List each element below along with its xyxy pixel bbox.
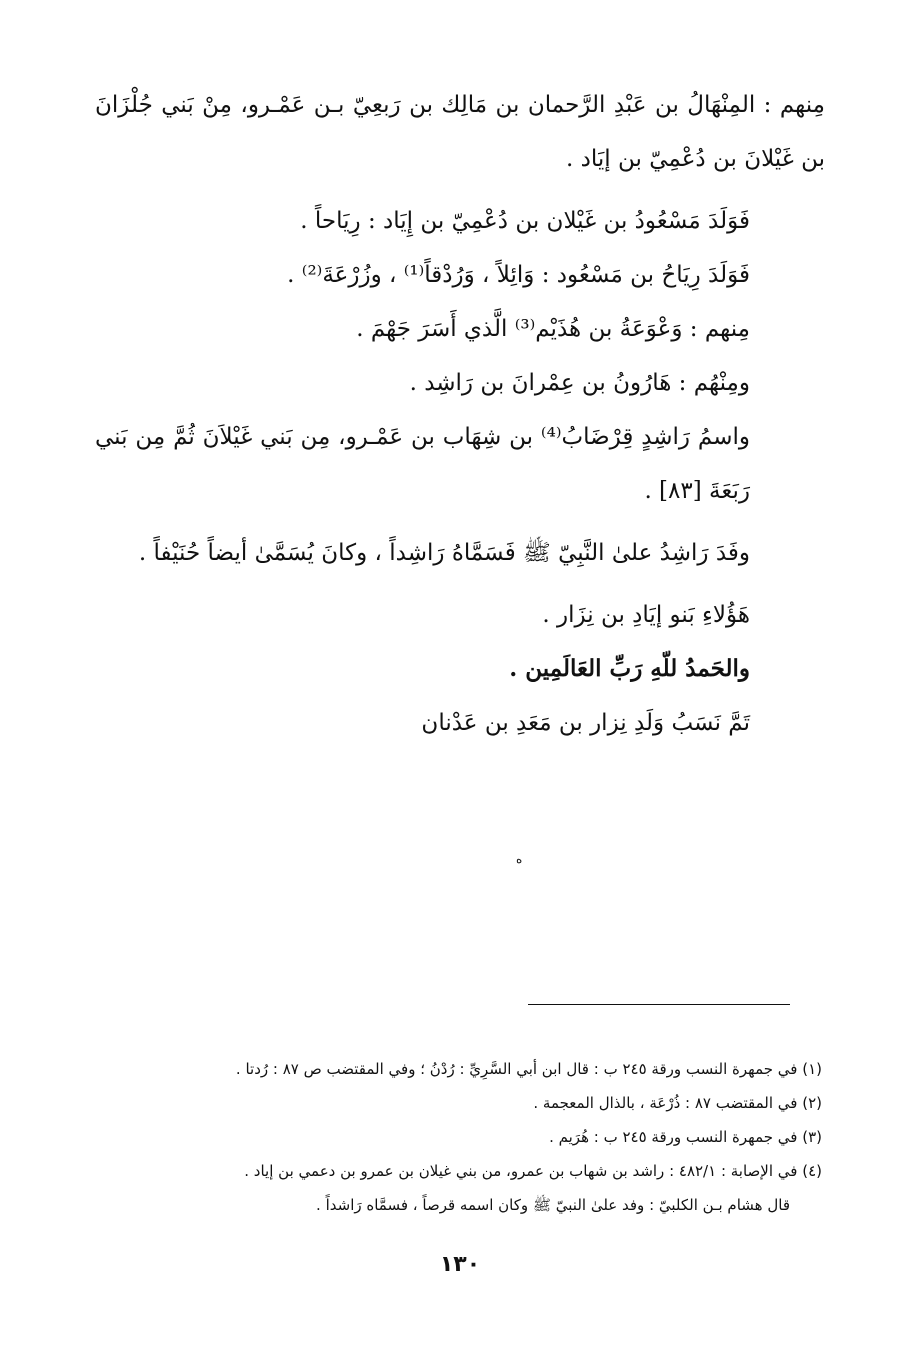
paragraph-harun: ومِنْهُم : هَارُونُ بن عِمْرانَ بن رَاشِد . [409, 370, 750, 396]
paragraph-masud-children: فَوَلَدَ مَسْعُودُ بن غَيْلان بن دُعْمِيّ بن إِيَاد : رِيَاحاً . [300, 208, 750, 234]
footnote-4: (٤) في الإصابة : ٤٨٢/١ : راشد بن شهاب بن عمرو، من بني غيلان بن عمرو بن دعمي بن إياد . [244, 1162, 822, 1180]
paragraph-minhal-lineage: مِنهم : المِنْهَالُ بن عَبْدِ الرَّحمان بن مَالِك بن رَبعِيّ بـن عَمْـرو، مِنْ بَني جُلْزَانَ بن غَيْلانَ بن دُعْمِيّ بن إيَاد . [95, 92, 825, 172]
paragraph-banu-iyad: هَؤُلاءِ بَنو إيَادِ بن نِزَار . [542, 602, 750, 628]
paragraph-rashid-visit: وفَدَ رَاشِدُ علىٰ النَّبِيّ ﷺ فَسَمَّاهُ رَاشِداً ، وكانَ يُسَمَّىٰ أيضاً حُنَيْفاً . [138, 540, 750, 566]
paragraph-conclusion: تَمَّ نَسَبُ وَلَدِ نِزار بن مَعَدِ بن عَدْنان [421, 710, 750, 736]
paragraph-waawaa: مِنهم : وَعْوَعَةُ بن هُذَيْم⁽³⁾ الَّذي أَسَرَ جَهْمَ . [356, 316, 750, 342]
paragraph-riyah-children: فَوَلَدَ رِيَاحُ بن مَسْعُود : وَائِلاً ، وَرُدْقاً⁽¹⁾ ، وزُرْعَةَ⁽²⁾ . [287, 262, 750, 288]
footnote-3: (٣) في جمهرة النسب ورقة ٢٤٥ ب : هُرَيم . [549, 1128, 822, 1146]
footnote-2: (٢) في المقتضب ٨٧ : ذُرْعَة ، بالذال المعجمة . [533, 1094, 822, 1112]
stray-mark: ه [516, 852, 523, 866]
main-text [95, 78, 825, 750]
footnote-1: (١) في جمهرة النسب ورقة ٢٤٥ ب : قال ابن أبي السَّرِيِّ : رُدْنُ ؛ وفي المقتضب ص ٨٧ : رُدتا . [235, 1060, 822, 1078]
paragraph-hamd: والحَمدُ للّهِ رَبِّ العَالَمِين . [509, 655, 750, 682]
footnote-4-continuation: قال هشام بـن الكلبيّ : وفد علىٰ النبيّ ﷺ وكان اسمه قرصاً ، فسمَّاه رَاشداً . [316, 1196, 790, 1214]
footnote-separator [528, 1004, 790, 1005]
footnotes [92, 1052, 822, 1222]
paragraph-rashid-name: واسمُ رَاشِدٍ قِرْضَابُ⁽⁴⁾ بن شِهَاب بن عَمْـرو، مِن بَني غَيْلاَنَ ثُمَّ مِن بَني رَبَعَةَ [٨٣] . [95, 424, 750, 504]
page-number: ١٣٠ [439, 1252, 481, 1277]
